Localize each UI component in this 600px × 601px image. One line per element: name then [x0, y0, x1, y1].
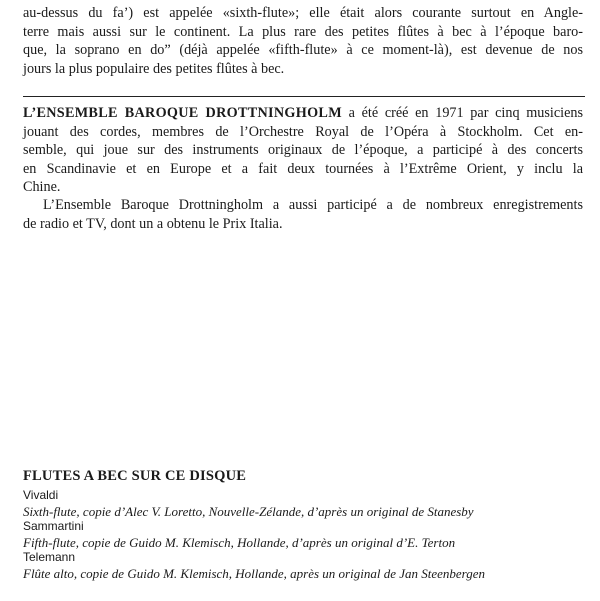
- ensemble-second-line: L’Ensemble Baroque Drottningholm a aussi participé a de nombreux enregistrements: [43, 197, 583, 213]
- instrument-description: Flûte alto, copie de Guido M. Klemisch, Hollande, après un original de Jan Steenbergen: [23, 565, 486, 581]
- intro-paragraph: [23, 4, 583, 78]
- composer-name: Sammartini: [23, 519, 84, 533]
- ensemble-first-line: [23, 104, 583, 123]
- list-item: [23, 550, 583, 581]
- instrument-description: Fifth-flute, copie de Guido M. Klemisch, Hollande, d’après un original d’E. Terton: [23, 534, 456, 550]
- disc-heading: FLUTES A BEC SUR CE DISQUE: [23, 468, 247, 484]
- list-item: [23, 519, 583, 550]
- ensemble-line: en Scandinavie et en Europe et a fait deux tournées à l’Extrême Orient, y inclu la: [23, 160, 583, 177]
- ensemble-line: Chine.: [23, 179, 61, 196]
- composer-name: Telemann: [23, 550, 76, 564]
- ensemble-line: semble, qui joue sur des instruments originaux de l’époque, a participé à des concerts: [23, 142, 583, 159]
- intro-line: au-dessus du fa’) est appelée «sixth-flute»; elle était alors courante surtout en Angle-: [23, 5, 583, 21]
- section-divider: [23, 96, 585, 97]
- instrument-list: [23, 488, 583, 581]
- intro-line: terre mais aussi sur le continent. La plus rare des petites flûtes à bec à l’époque baro-: [23, 23, 583, 40]
- composer-name: Vivaldi: [23, 488, 59, 502]
- list-item: [23, 488, 583, 519]
- ensemble-first-line-text: a été créé en 1971 par cinq musiciens: [341, 105, 583, 121]
- ensemble-second-line: de radio et TV, dont un a obtenu le Prix Italia.: [23, 215, 283, 232]
- ensemble-name: L’ENSEMBLE BAROQUE DROTTNINGHOLM: [23, 105, 342, 121]
- ensemble-line: jouant des cordes, membres de l’Orchestre Royal de l’Opéra à Stockholm. Cet en-: [23, 123, 583, 140]
- instrument-description: Sixth-flute, copie d’Alec V. Loretto, Nouvelle-Zélande, d’après un original de Stanesby: [23, 503, 474, 519]
- intro-line: jours la plus populaire des petites flûtes à bec.: [23, 60, 285, 77]
- intro-line: que, la soprano en do” (déjà appelée «fifth-flute» à ce moment-là), est devenue de nos: [23, 42, 583, 59]
- ensemble-second-paragraph: [23, 196, 583, 233]
- ensemble-paragraph: [23, 104, 583, 197]
